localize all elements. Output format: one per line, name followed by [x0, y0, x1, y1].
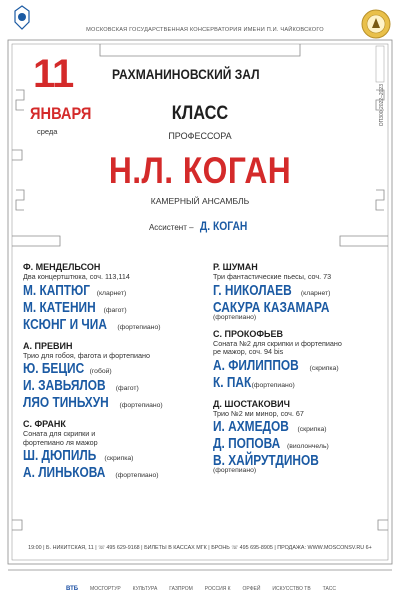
performer-name: А. ФИЛИППОВ [213, 357, 299, 374]
institution-name: МОСКОВСКАЯ ГОСУДАРСТВЕННАЯ КОНСЕРВАТОРИЯ ИМЕНИ П.И. ЧАЙКОВСКОГО [86, 27, 324, 33]
sponsor-logo: РОССИЯ К [204, 586, 231, 592]
performer [213, 419, 378, 435]
performer-instrument: (фортепиано) [251, 381, 295, 389]
performer-name: В. ХАЙРУТДИНОВ [213, 453, 319, 469]
composer: Р. ШУМАН [213, 262, 258, 272]
assistant-label: Ассистент – [148, 223, 194, 232]
performer [23, 465, 183, 481]
performer-instrument: (кларнет) [300, 289, 331, 297]
performer-name: М. КАПТЮГ [23, 282, 91, 299]
sponsor-logo: КУЛЬТУРА [132, 586, 158, 592]
performer-instrument: (фортепиано) [117, 323, 161, 331]
composer: С. ФРАНК [23, 419, 66, 429]
season-code: ОП300 2022–2023 [379, 84, 385, 127]
program-item [213, 329, 378, 391]
performer [213, 453, 378, 474]
conservatory-logo-icon [11, 4, 33, 32]
performer-name: САКУРА КАЗАМАРА [213, 299, 330, 316]
performer [23, 378, 183, 394]
footer-info: 19:00 | Б. НИКИТСКАЯ, 11 | ☏ 495 629-9168 | БИЛЕТЫ В КАССАХ МГК | БРОНЬ ☏ 495 695-8905 | ПРОДАЖА: WWW.MOSCONSV.RU 6+ [28, 545, 372, 551]
date-month: ЯНВАРЯ [30, 104, 92, 123]
program-item [23, 419, 183, 481]
composer: А. ПРЕВИН [23, 340, 73, 351]
composer: Д. ШОСТАКОВИЧ [213, 398, 290, 409]
performer [213, 300, 378, 321]
performer-name: КСЮНГ И ЧИА [23, 316, 107, 333]
date-weekday: среда [37, 127, 58, 136]
performer-instrument: (кларнет) [96, 289, 127, 297]
performer-name: М. КАТЕНИН [23, 299, 96, 316]
anniversary-seal-icon [360, 8, 392, 40]
work-title: Три фантастические пьесы, соч. 73 [213, 272, 332, 281]
class-heading: КЛАСС [171, 103, 229, 124]
program-item [213, 399, 378, 475]
professor-name: Н.Л. КОГАН [108, 150, 292, 191]
performer-instrument: (скрипка) [309, 364, 339, 372]
performer-name: Г. НИКОЛАЕВ [213, 282, 292, 299]
program-item [23, 341, 183, 412]
performer [213, 375, 378, 391]
performer [23, 300, 183, 316]
performer-name: А. ЛИНЬКОВА [23, 465, 106, 481]
program-item [23, 262, 183, 333]
performer-instrument: (фортепиано) [115, 472, 159, 479]
sponsor-logo: ВТБ [66, 586, 79, 592]
hall-name: РАХМАНИНОВСКИЙ ЗАЛ [112, 66, 260, 82]
ensemble-label: КАМЕРНЫЙ АНСАМБЛЬ [150, 196, 250, 206]
performer [23, 317, 183, 333]
performer [23, 395, 183, 411]
assistant-name: Д. КОГАН [199, 219, 248, 233]
performer-instrument: (фортепиано) [213, 467, 257, 474]
performer [213, 358, 378, 374]
sponsor-logos [66, 584, 336, 594]
sponsor-logo: МОСГОРТУР [90, 586, 121, 592]
performer-instrument: (виолончель) [287, 443, 329, 450]
side-badge-icon [372, 44, 390, 84]
sponsor-logo: ОРФЕЙ [242, 586, 261, 592]
performer-instrument: (фагот) [103, 306, 127, 314]
performer [23, 448, 183, 464]
performer [213, 283, 378, 299]
performer-instrument: (скрипка) [104, 455, 134, 462]
performer-name: Ю. БЕЦИС [23, 361, 85, 377]
performer-name: Д. ПОПОВА [213, 436, 281, 452]
performer-name: ЛЯО ТИНЬХУН [23, 395, 109, 411]
composer: Ф. МЕНДЕЛЬСОН [23, 262, 101, 272]
work-title: Трио №2 ми минор, соч. 67 [213, 408, 304, 418]
assistant-line [0, 219, 400, 233]
sponsor-logo: ГАЗПРОМ [169, 586, 193, 592]
program-item [213, 262, 378, 321]
performer [23, 361, 183, 377]
program-column-right [213, 262, 378, 482]
performer-name: Ш. ДЮПИЛЬ [23, 448, 97, 464]
performer [213, 436, 378, 452]
program-column-left [23, 262, 183, 489]
performer-name: И. АХМЕДОВ [213, 419, 289, 435]
performer-instrument: (скрипка) [297, 426, 327, 433]
performer-instrument: (фагот) [115, 385, 139, 392]
date-day: 11 [33, 52, 74, 96]
performer-instrument: (фортепиано) [119, 402, 163, 409]
work-title: Соната для скрипки и фортепиано ля мажор [23, 429, 98, 447]
work-title: Два концертштюка, соч. 113,114 [23, 272, 130, 281]
composer: С. ПРОКОФЬЕВ [213, 328, 284, 339]
work-title: Соната №2 для скрипки и фортепиано ре мажор, соч. 94 bis [213, 338, 342, 356]
sponsor-logo: ТАСС [322, 586, 336, 592]
performer-instrument: (гобой) [89, 368, 112, 375]
work-title: Трио для гобоя, фагота и фортепиано [23, 350, 150, 360]
performer-instrument: (фортепиано) [213, 313, 257, 321]
performer-name: И. ЗАВЬЯЛОВ [23, 378, 106, 394]
professor-label: ПРОФЕССОРА [168, 131, 232, 141]
performer-name: К. ПАК [213, 374, 252, 391]
sponsor-logo: ИСКУССТВО ТВ [272, 586, 311, 592]
performer [23, 283, 183, 299]
